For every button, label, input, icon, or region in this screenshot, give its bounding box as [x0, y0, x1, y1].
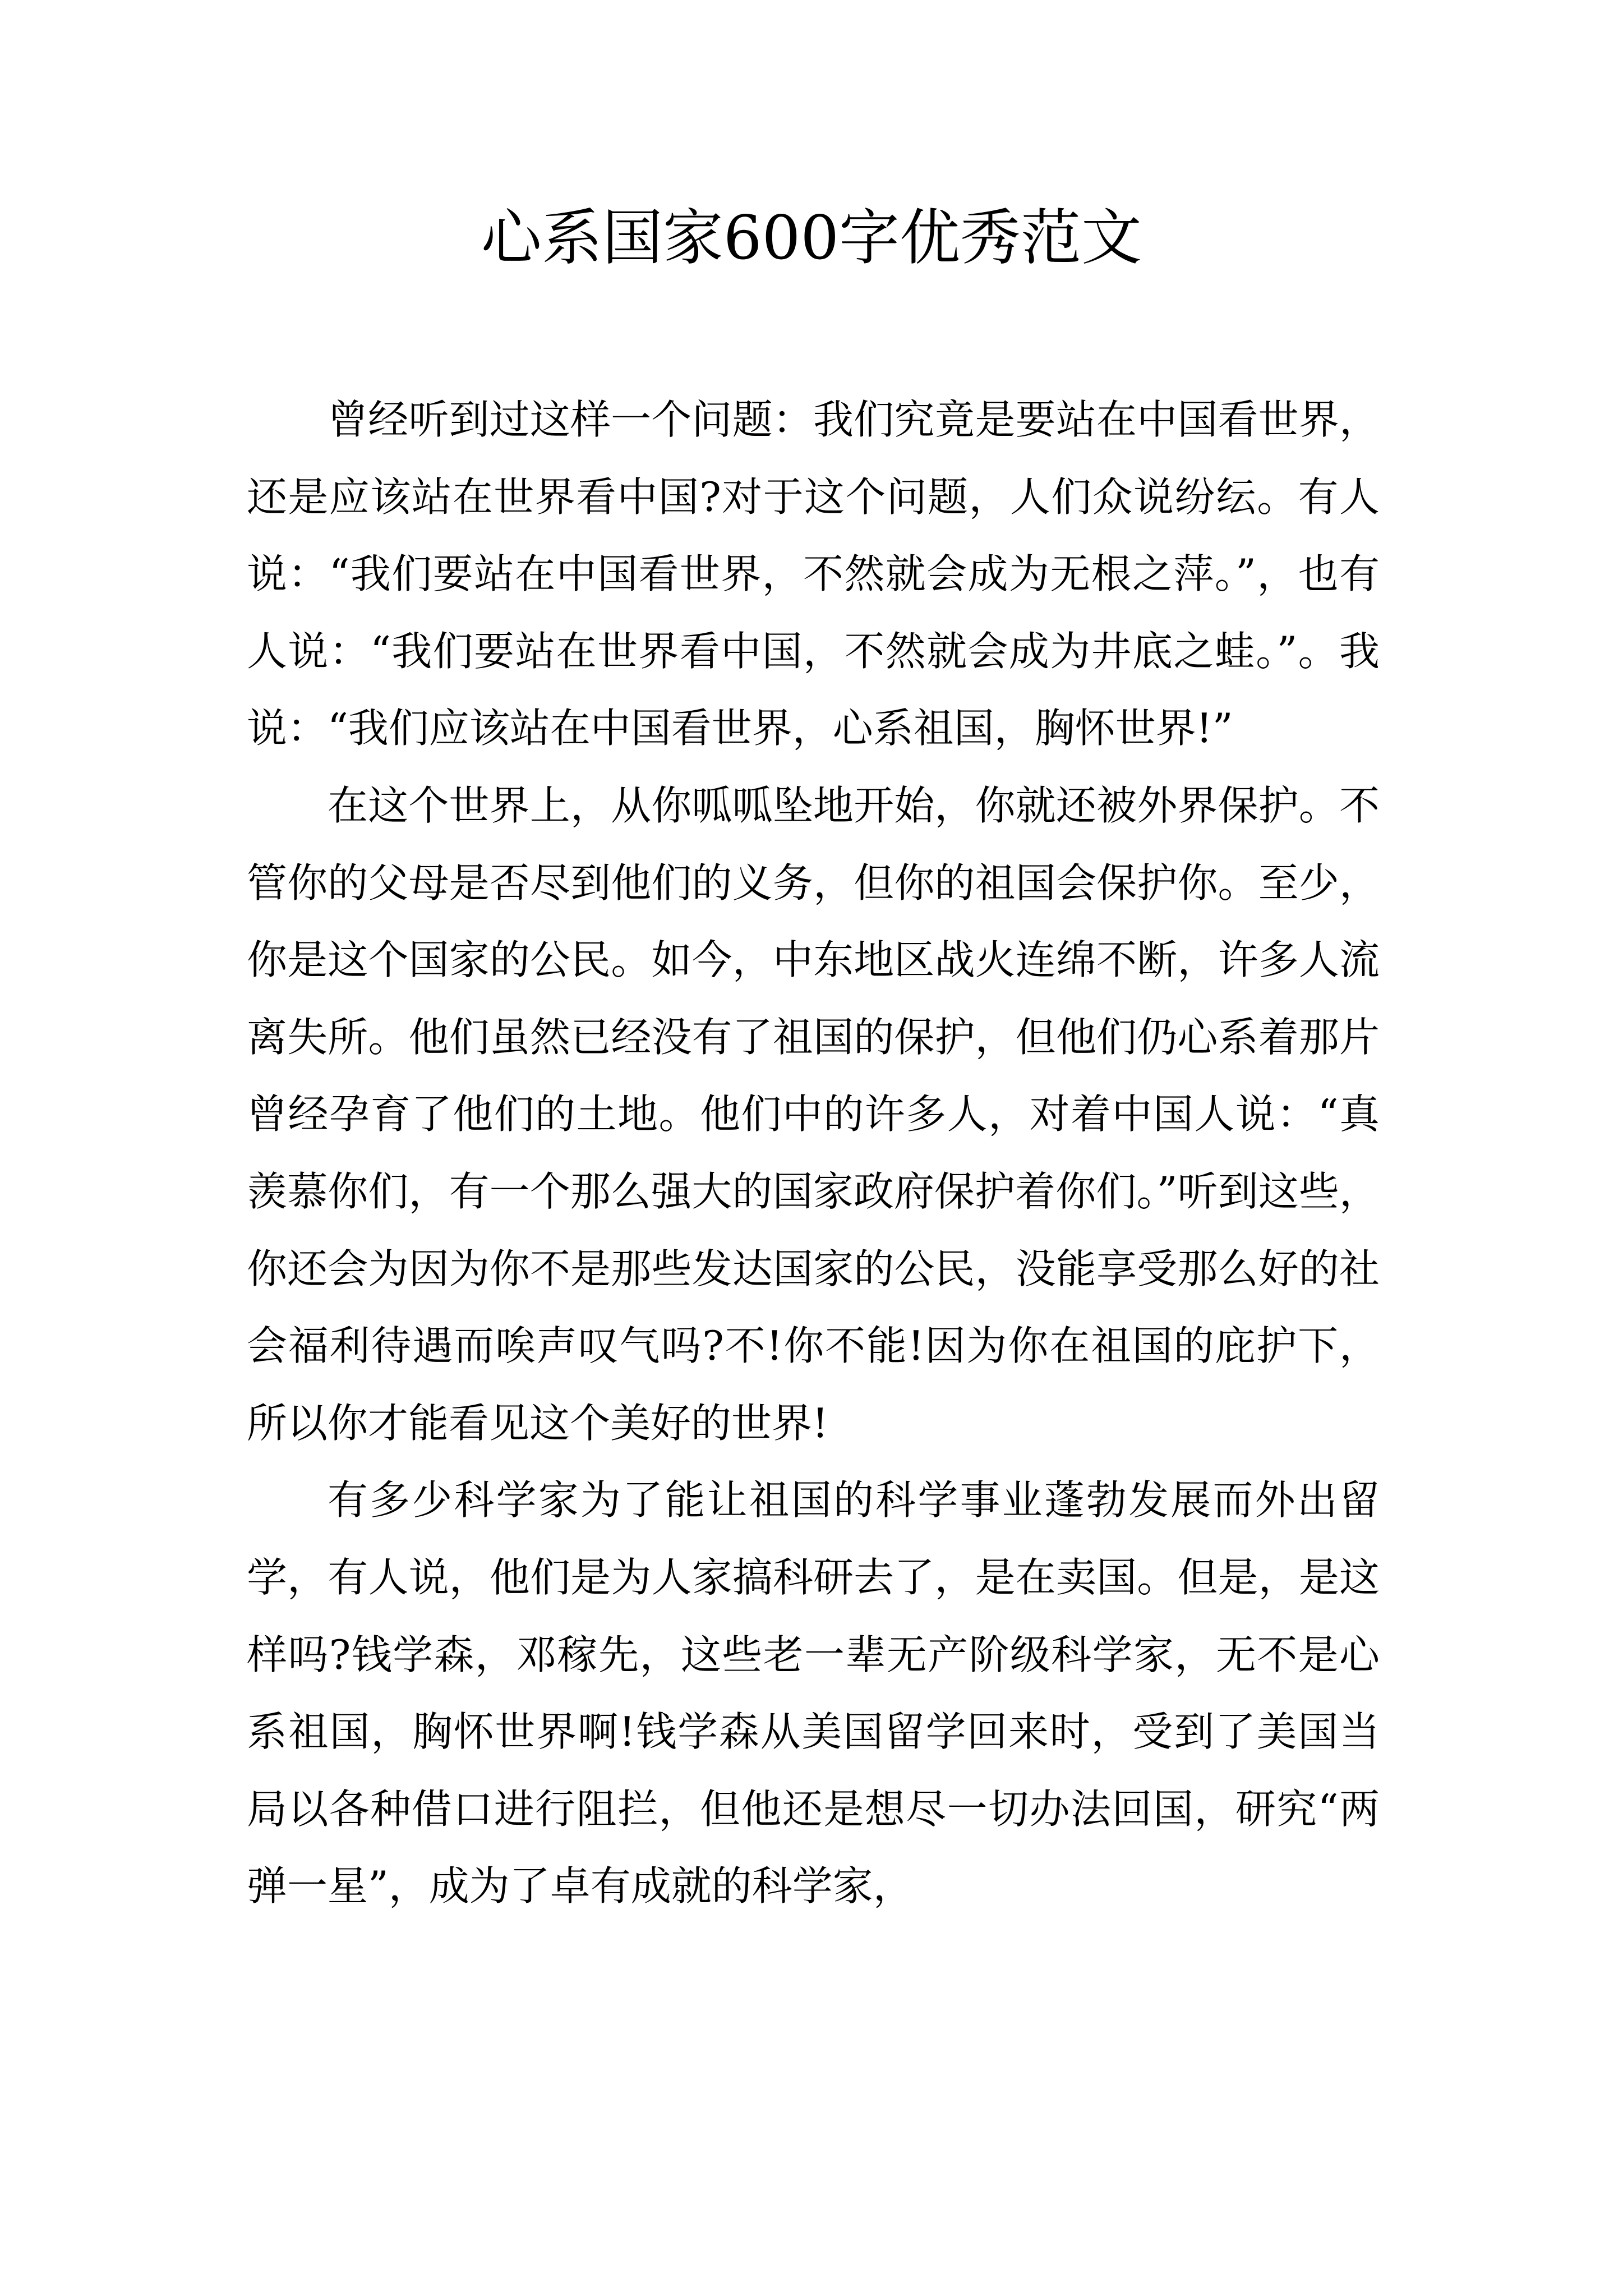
paragraph-2: 在这个世界上，从你呱呱坠地开始，你就还被外界保护。不管你的父母是否尽到他们的义务，但你的祖国会保护你。至少，你是这个国家的公民。如今，中东地区战火连绵不断，许多人流离失所。他们虽然已经没有了祖国的保护，但他们仍心系着那片曾经孕育了他们的土地。他们中的许多人，对着中国人说：“真羡慕你们，有一个那么强大的国家政府保护着你们。”听到这些，你还会为因为你不是那些发达国家的公民，没能享受那么好的社会福利待遇而唉声叹气吗?不!你不能!因为你在祖国的庇护下，所以你才能看见这个美好的世界!: [247, 781, 1380, 1447]
paragraph-3: 有多少科学家为了能让祖国的科学事业蓬勃发展而外出留学，有人说，他们是为人家搞科研去了，是在卖国。但是，是这样吗?钱学森，邓稼先，这些老一辈无产阶级科学家，无不是心系祖国，胸怀世界啊!钱学森从美国留学回来时，受到了美国当局以各种借口进行阻拦，但他还是想尽一切办法回国，研究“两弹一星”，成为了卓有成就的科学家，: [247, 1476, 1380, 1910]
paragraph-1: 曾经听到过这样一个问题：我们究竟是要站在中国看世界，还是应该站在世界看中国?对于这个问题，人们众说纷纭。有人说：“我们要站在中国看世界，不然就会成为无根之萍。”，也有人说：“我们要站在世界看中国，不然就会成为井底之蛙。”。我说：“我们应该站在中国看世界，心系祖国，胸怀世界!”: [247, 396, 1380, 752]
document-title: 心系国家600字优秀范文: [481, 203, 1142, 273]
document-body: [247, 381, 1380, 1925]
